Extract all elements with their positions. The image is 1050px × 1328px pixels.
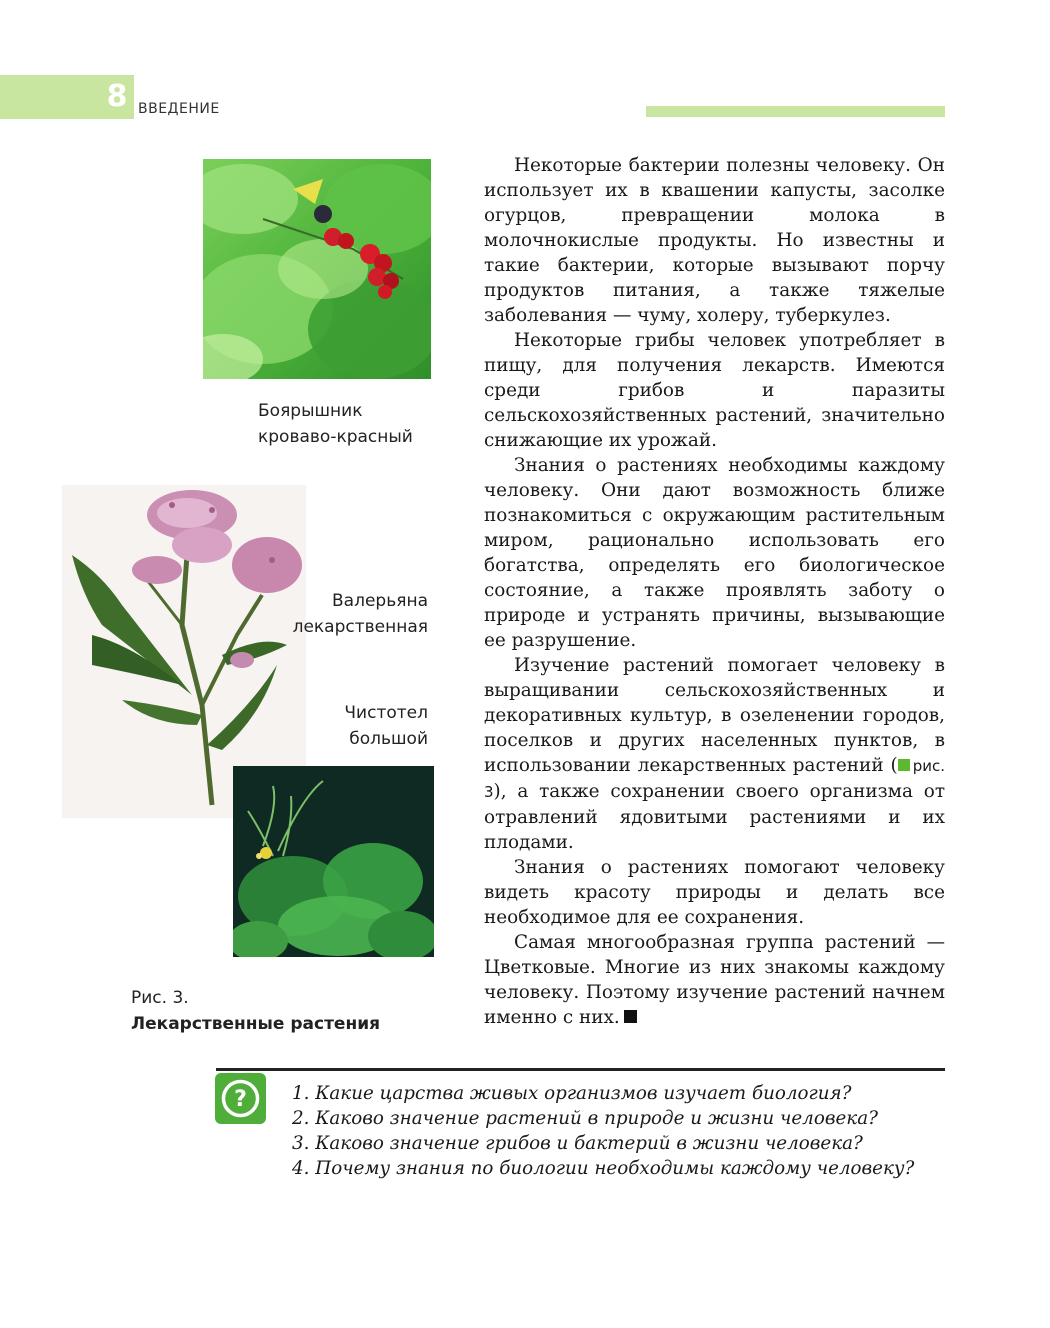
question-icon [215, 1073, 266, 1124]
celandine-caption-line2: большой [349, 729, 428, 749]
celandine-caption-line1: Чистотел [344, 703, 428, 723]
hawthorn-caption [258, 398, 413, 450]
celandine-photo [233, 766, 434, 957]
hawthorn-photo [203, 159, 431, 379]
figure-label [131, 985, 380, 1037]
paragraph-1: Некоторые бактерии полезны человеку. Он использует их в квашении капусты, засолке огурцов, превращении молока в молочнокислые продукты. Но известны и такие бактерии, которые вызывают порчу продуктов питания, а также тяжелые заболевания — чуму, холеру, туберкулез. [484, 155, 945, 326]
paragraph-6 [484, 930, 945, 1030]
question-item: 1. Какие царства живых организмов изучает биология? [292, 1083, 852, 1104]
paragraph-4 [484, 653, 945, 855]
header-rule [646, 106, 945, 117]
figure-reference-text: рис. 3 [484, 757, 945, 801]
figure-title: Лекарственные растения [131, 1014, 381, 1034]
hawthorn-caption-line2: кроваво-красный [258, 427, 413, 447]
paragraph-4-end: ), а также сохранении своего организма от отравлений ядовитыми растениями и их плодами. [484, 781, 945, 853]
questions-rule [216, 1068, 945, 1071]
main-text [484, 153, 945, 1030]
paragraph-4-start: Изучение растений помогает человеку в выращивании сельскохозяйственных и декоративных культур, в озеленении городов, поселков и других населенных пунктов, в использовании лекарственных растений ( [484, 655, 945, 776]
question-item: 4. Почему знания по биологии необходимы каждому человеку? [292, 1158, 915, 1179]
figure-number: Рис. 3. [131, 988, 189, 1008]
valerian-caption-line2: лекарственная [292, 617, 428, 637]
paragraph-3: Знания о растениях необходимы каждому человеку. Они дают возможность ближе познакомиться с окружающим растительным миром, рационально использовать его богатства, определять его биологическое состояние, а также проявлять заботу о природе и устранять причины, вызывающие ее разрушение. [484, 455, 945, 651]
page-number: 8 [106, 79, 128, 114]
question-item: 2. Каково значение растений в природе и жизни человека? [292, 1108, 878, 1129]
celandine-caption [344, 700, 428, 752]
reference-square-icon [898, 759, 910, 771]
paragraph-6-text: Самая многообразная группа растений — Цветковые. Многие из них знакомы каждому человеку. Поэтому изучение растений начнем именно с них. [484, 932, 945, 1028]
paragraph-5: Знания о растениях помогают человеку видеть красоту природы и делать все необходимое для ее сохранения. [484, 857, 945, 928]
end-square-icon [624, 1010, 637, 1023]
questions-list [292, 1081, 914, 1181]
hawthorn-caption-line1: Боярышник [258, 401, 363, 421]
question-item: 3. Каково значение грибов и бактерий в жизни человека? [292, 1133, 863, 1154]
valerian-caption-line1: Валерьяна [332, 591, 428, 611]
question-mark-glyph: ? [234, 1087, 247, 1112]
valerian-caption [293, 588, 428, 640]
section-title: ВВЕДЕНИЕ [138, 101, 220, 117]
paragraph-2: Некоторые грибы человек употребляет в пищу, для получения лекарств. Имеются среди грибов и паразиты сельскохозяйственных растений, значительно снижающие их урожай. [484, 330, 945, 451]
